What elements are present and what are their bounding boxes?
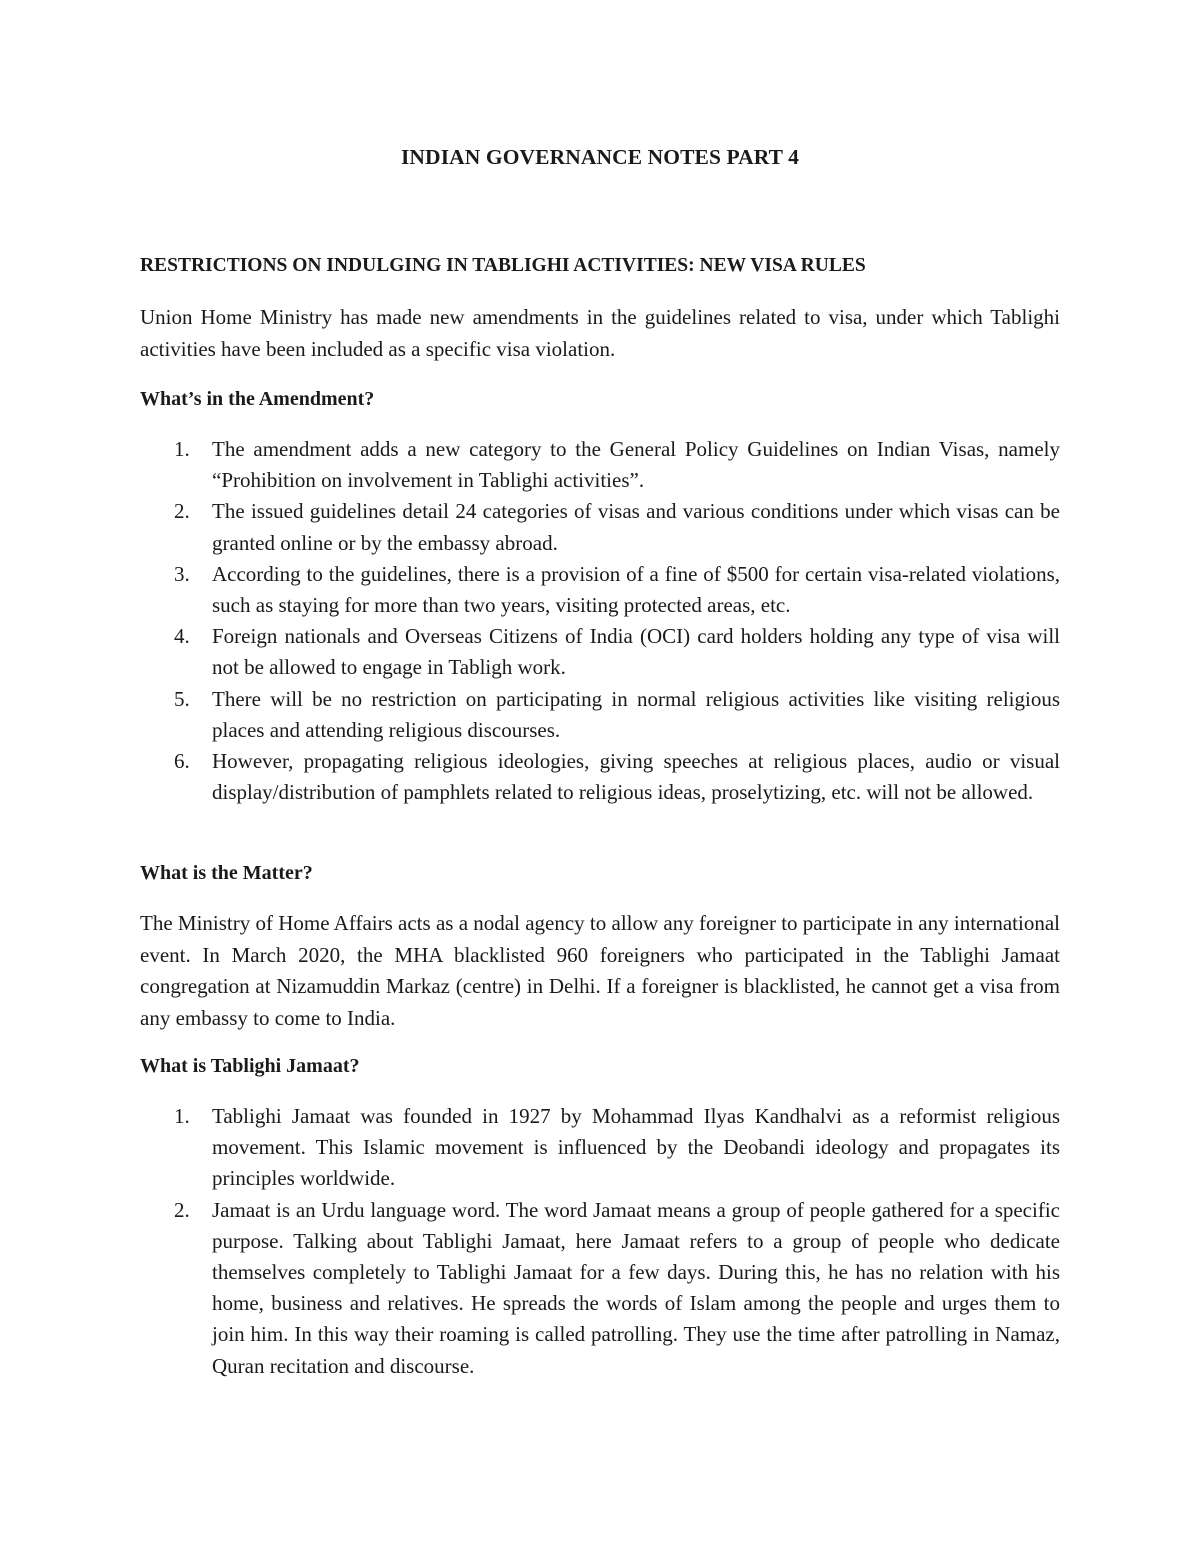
list-item-number: 1. xyxy=(174,437,190,461)
list-item-text: There will be no restriction on participating in normal religious activities like visiting religious places and attending religious discourses. xyxy=(212,686,1060,742)
intro-paragraph: Union Home Ministry has made new amendments in the guidelines related to visa, under which Tablighi activities have been included as a specific visa violation. xyxy=(140,305,1060,361)
list-item xyxy=(140,684,1060,746)
document-title: INDIAN GOVERNANCE NOTES PART 4 xyxy=(400,145,800,169)
list-item xyxy=(140,496,1060,558)
jamaat-list xyxy=(140,1101,1060,1382)
list-item xyxy=(140,1101,1060,1195)
list-item-text: However, propagating religious ideologies, giving speeches at religious places, audio or visual display/distribution of pamphlets related to religious ideas, proselytizing, etc. will not be allowed. xyxy=(212,749,1060,805)
list-item-number: 2. xyxy=(174,1197,190,1222)
list-item-text: Foreign nationals and Overseas Citizens of India (OCI) card holders holding any type of visa will not be allowed to engage in Tabligh work. xyxy=(212,624,1060,680)
jamaat-heading: What is Tablighi Jamaat? xyxy=(140,1055,360,1077)
list-item-number: 4. xyxy=(174,624,190,649)
section-heading: RESTRICTIONS ON INDULGING IN TABLIGHI ACTIVITIES: NEW VISA RULES xyxy=(140,255,866,276)
list-item-number: 1. xyxy=(174,1104,190,1128)
list-item-text: Jamaat is an Urdu language word. The word Jamaat means a group of people gathered for a specific purpose. Talking about Tablighi Jamaat, here Jamaat refers to a group of people who dedicate themselves completely to Tablighi Jamaat for a few days. During this, he has no relation with his home, business and relatives. He spreads the words of Islam among the people and urges them to join him. In this way their roaming is called patrolling. They use the time after patrolling in Namaz, Quran recitation and discourse. xyxy=(212,1197,1060,1378)
list-item-number: 5. xyxy=(174,686,190,711)
list-item-text: The amendment adds a new category to the General Policy Guidelines on Indian Visas, namely “Prohibition on involvement in Tablighi activities”. xyxy=(212,437,1060,493)
list-item-number: 6. xyxy=(174,749,190,774)
list-item xyxy=(140,434,1060,496)
list-item xyxy=(140,559,1060,621)
matter-paragraph: The Ministry of Home Affairs acts as a nodal agency to allow any foreigner to participate in any international event. In March 2020, the MHA blacklisted 960 foreigners who participated in the Tablighi Jamaat congregation at Nizamuddin Markaz (centre) in Delhi. If a foreigner is blacklisted, he cannot get a visa from any embassy to come to India. xyxy=(140,911,1060,1030)
amendment-heading: What’s in the Amendment? xyxy=(140,388,375,410)
amendment-list xyxy=(140,434,1060,808)
list-item-number: 3. xyxy=(174,561,190,586)
list-item-text: Tablighi Jamaat was founded in 1927 by Mohammad Ilyas Kandhalvi as a reformist religious movement. This Islamic movement is influenced by the Deobandi ideology and propagates its principles worldwide. xyxy=(212,1104,1060,1191)
list-item xyxy=(140,621,1060,683)
list-item xyxy=(140,746,1060,808)
list-item-number: 2. xyxy=(174,499,190,524)
matter-heading: What is the Matter? xyxy=(140,862,313,884)
list-item xyxy=(140,1195,1060,1382)
list-item-text: The issued guidelines detail 24 categories of visas and various conditions under which visas can be granted online or by the embassy abroad. xyxy=(212,499,1060,555)
list-item-text: According to the guidelines, there is a provision of a fine of $500 for certain visa-related violations, such as staying for more than two years, visiting protected areas, etc. xyxy=(212,561,1060,618)
